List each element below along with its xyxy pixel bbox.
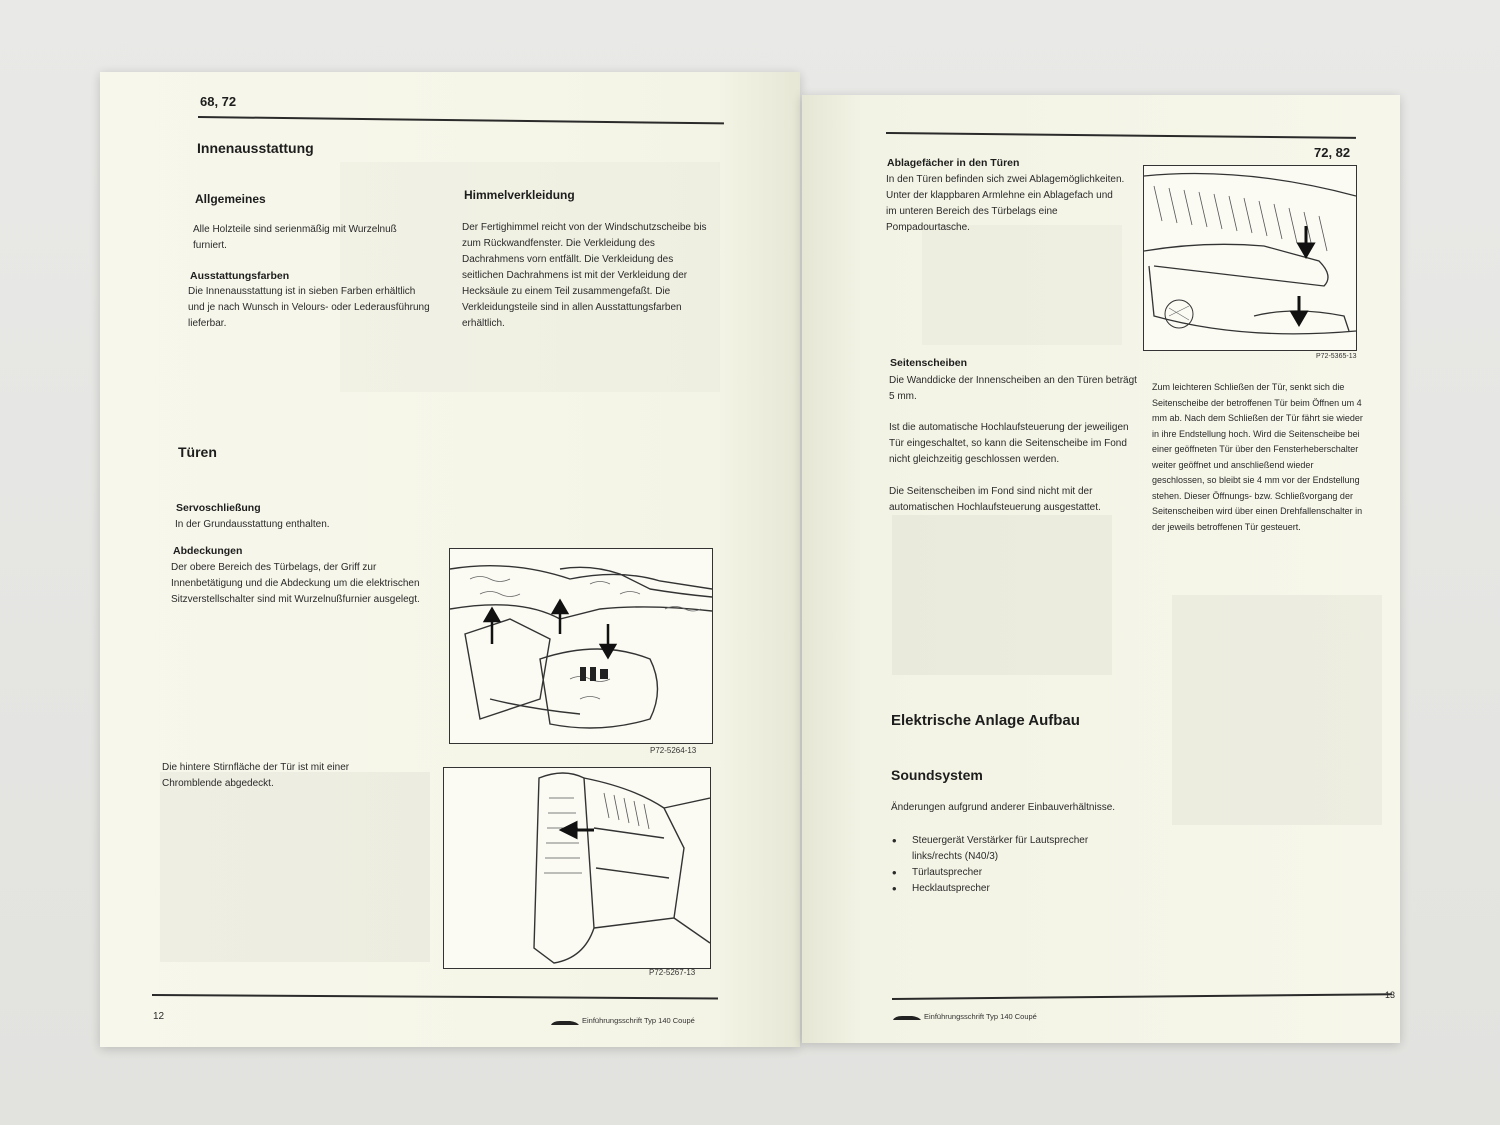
- rear-face-text: Die hintere Stirnfläche der Tür ist mit einer Chromblende abgedeckt.: [162, 762, 350, 789]
- section-numbers: 72, 82: [1314, 145, 1351, 160]
- footer-text: Einführungsschrift Typ 140 Coupé: [582, 1016, 695, 1025]
- show-through-shadow: [892, 515, 1112, 675]
- footer-rule: [152, 994, 718, 999]
- covers-text: Der obere Bereich des Türbelags, der Griff zur Innenbetätigung und die Abdeckung um die elektrischen Sitzverstellschalter sind mit Wurzelnußfurnier ausgelegt.: [171, 562, 420, 605]
- page-number: 12: [153, 1011, 165, 1022]
- colors-text: Die Innenausstattung ist in sieben Farben erhältlich und je nach Wunsch in Velours- oder Lederausführung lieferbar.: [188, 286, 430, 329]
- header-rule: [198, 116, 724, 124]
- section-numbers: 68, 72: [200, 94, 237, 109]
- door-panel-figure: [449, 548, 713, 744]
- windows-text-1: Die Wanddicke der Innenscheiben an den Türen beträgt 5 mm.: [889, 375, 1137, 402]
- car-logo-icon: [892, 1014, 922, 1022]
- right-page: [802, 95, 1400, 1043]
- general-text: Alle Holzteile sind serienmäßig mit Wurzelnuß furniert.: [193, 224, 397, 251]
- show-through-shadow: [922, 225, 1122, 345]
- list-item: • Türlautsprecher: [890, 865, 1140, 881]
- door-rear-figure: [443, 767, 711, 969]
- heading-windows: Seitenscheiben: [890, 357, 968, 369]
- door-rear-illustration: [444, 768, 710, 968]
- windows-side-text: Zum leichteren Schließen der Tür, senkt sich die Seitenscheibe der betroffenen Tür beim Öffnen um 4 mm ab. Nach dem Schließen der Tür fährt sie wieder in ihre Endstellung hoch. Wird die Seitenscheibe bei einer geöffneten Tür über den Fensterheberschalter weiter geöffnet und anschließend wieder geschlossen, so bleibt sie 4 mm vor der Endstellung stehen. Dieser Öffnungs- bzw. Schließvorgang der Seitenscheiben wird über einen Drehfallenschalter in der jeweils betroffenen Tür gesteuert.: [1152, 382, 1363, 532]
- page-number: 13: [1385, 990, 1396, 1000]
- headliner-text: Der Fertighimmel reicht von der Windschutzscheibe bis zum Rückwandfenster. Die Verkleidung des Dachrahmens vorn entfällt. Die Verkleidung des seitlichen Dachrahmens ist mit der Verkleidung der Hecksäule zu einem Teil zusammengefaßt. Die Verkleidungsteile sind in allen Ausstattungsfarben erhältlich.: [462, 222, 707, 329]
- section-title-electrical: Elektrische Anlage Aufbau: [891, 712, 1080, 729]
- page-title: Innenausstattung: [197, 140, 314, 156]
- header-rule: [886, 132, 1356, 139]
- list-item: • Hecklautsprecher: [890, 881, 1140, 897]
- heading-covers: Abdeckungen: [173, 545, 243, 557]
- heading-sound: Soundsystem: [891, 767, 983, 783]
- left-page: [100, 72, 800, 1047]
- heading-colors: Ausstattungsfarben: [190, 270, 290, 282]
- figure-reference: P72-5267-13: [649, 968, 696, 977]
- figure-reference: P72-5365-13: [1316, 353, 1357, 360]
- sound-list: [890, 833, 1140, 897]
- footer-text: Einführungsschrift Typ 140 Coupé: [924, 1012, 1037, 1021]
- show-through-shadow: [1172, 595, 1382, 825]
- heading-headliner: Himmelverkleidung: [464, 188, 575, 202]
- heading-storage: Ablagefächer in den Türen: [887, 157, 1020, 169]
- car-logo-icon: [550, 1019, 580, 1027]
- footer-rule: [892, 993, 1392, 1000]
- show-through-shadow: [160, 772, 430, 962]
- heading-servo: Servoschließung: [176, 502, 261, 514]
- section-title-doors: Türen: [178, 444, 217, 460]
- door-storage-illustration: [1144, 166, 1356, 350]
- door-storage-figure: [1143, 165, 1357, 351]
- windows-text-2: Ist die automatische Hochlaufsteuerung der jeweiligen Tür eingeschaltet, so kann die Seitenscheibe im Fond nicht gleichzeitig geschlossen werden.: [889, 422, 1129, 465]
- heading-general: Allgemeines: [195, 192, 266, 206]
- list-item: • Steuergerät Verstärker für Lautsprecher links/rechts (N40/3): [890, 833, 1140, 865]
- sound-intro: Änderungen aufgrund anderer Einbauverhältnisse.: [891, 802, 1116, 813]
- servo-text: In der Grundausstattung enthalten.: [175, 519, 330, 530]
- door-panel-illustration: [450, 549, 712, 743]
- figure-reference: P72-5264-13: [650, 746, 697, 755]
- windows-text-3: Die Seitenscheiben im Fond sind nicht mit der automatischen Hochlaufsteuerung ausgestattet.: [889, 486, 1101, 513]
- storage-text: In den Türen befinden sich zwei Ablagemöglichkeiten. Unter der klappbaren Armlehne ein Ablagefach und im unteren Bereich des Türbelags eine Pompadourtasche.: [886, 174, 1125, 233]
